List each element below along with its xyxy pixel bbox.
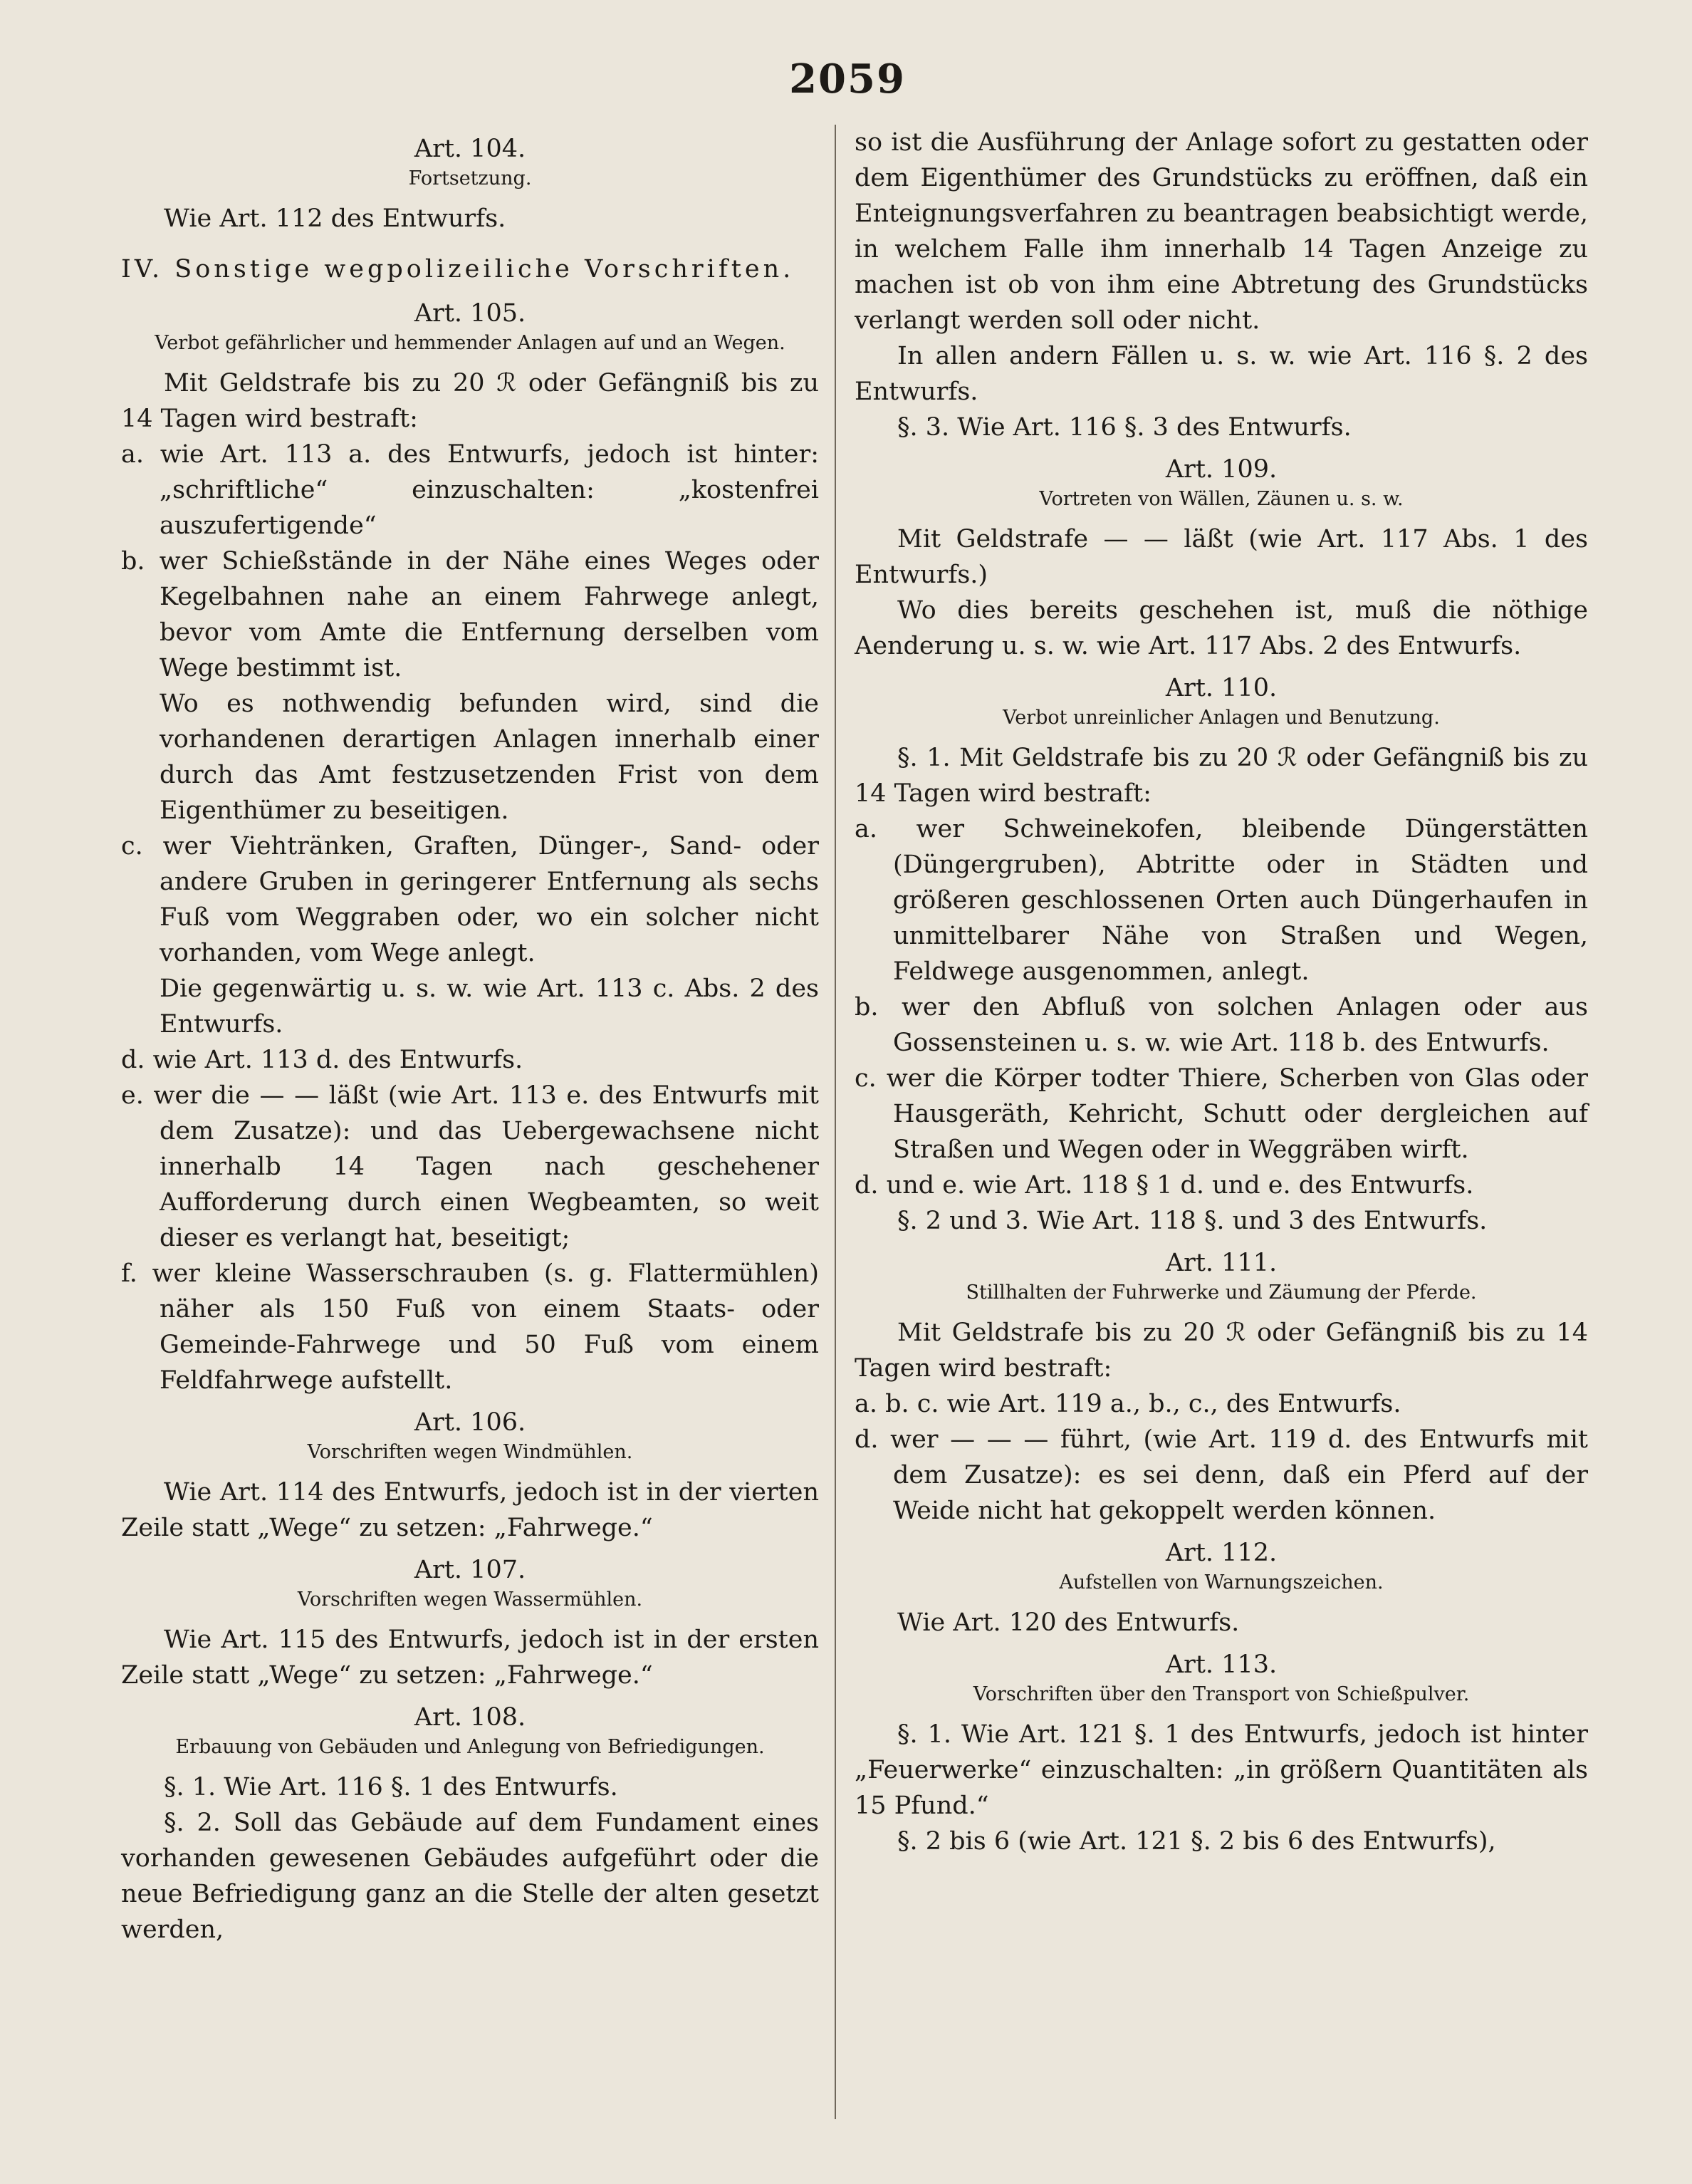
article-109-subtitle: Vortreten von Wällen, Zäunen u. s. w. bbox=[1039, 488, 1404, 510]
article-110-title: Art. 110. bbox=[1165, 674, 1278, 702]
article-104-subtitle: Fortsetzung. bbox=[408, 167, 532, 189]
article-110-item-b: b. wer den Abfluß von solchen Anlagen oder aus Gossensteinen u. s. w. wie Art. 118 b. des Entwurfs. bbox=[855, 993, 1588, 1057]
article-113-subtitle: Vorschriften über den Transport von Schießpulver. bbox=[973, 1683, 1470, 1705]
article-112-text: Wie Art. 120 des Entwurfs. bbox=[897, 1608, 1240, 1637]
article-107-text: Wie Art. 115 des Entwurfs, jedoch ist in der ersten Zeile statt „Wege“ zu setzen: „Fahrwege.“ bbox=[121, 1626, 819, 1690]
article-111-subtitle: Stillhalten der Fuhrwerke und Zäumung der Pferde. bbox=[966, 1281, 1477, 1304]
article-105-item-c: c. wer Viehtränken, Graften, Dünger-, Sand- oder andere Gruben in geringerer Entfernung als sechs Fuß vom Weggraben oder, wo ein solcher nicht vorhanden, vom Wege anlegt. bbox=[121, 832, 819, 967]
article-107-title: Art. 107. bbox=[414, 1556, 526, 1584]
article-110-para-1: §. 1. Mit Geldstrafe bis zu 20 ℛ oder Gefängniß bis zu 14 Tagen wird bestraft: bbox=[855, 744, 1588, 808]
article-107-subtitle: Vorschriften wegen Wassermühlen. bbox=[297, 1588, 643, 1611]
article-106-subtitle: Vorschriften wegen Windmühlen. bbox=[307, 1441, 633, 1463]
left-column bbox=[121, 125, 819, 1948]
article-110-item-c: c. wer die Körper todter Thiere, Scherben von Glas oder Hausgeräth, Kehricht, Schutt oder dergleichen auf Straßen und Wegen oder in Weggräben wirft. bbox=[855, 1064, 1588, 1164]
article-108-para-4: §. 3. Wie Art. 116 §. 3 des Entwurfs. bbox=[897, 413, 1352, 442]
article-112-subtitle: Aufstellen von Warnungszeichen. bbox=[1059, 1571, 1384, 1593]
article-105-item-d: d. wie Art. 113 d. des Entwurfs. bbox=[121, 1046, 523, 1074]
article-109-para-2: Wo dies bereits geschehen ist, muß die nöthige Aenderung u. s. w. wie Art. 117 Abs. 2 des Entwurfs. bbox=[855, 596, 1588, 660]
article-105-title: Art. 105. bbox=[414, 299, 526, 328]
article-105-intro: Mit Geldstrafe bis zu 20 ℛ oder Gefängniß bis zu 14 Tagen wird bestraft: bbox=[121, 369, 819, 433]
article-111-item-abc: a. b. c. wie Art. 119 a., b., c., des Entwurfs. bbox=[855, 1390, 1401, 1418]
article-104-title: Art. 104. bbox=[414, 135, 526, 163]
section-iv-heading: IV. Sonstige wegpolizeiliche Vorschriften. bbox=[121, 255, 795, 284]
article-108-para-3: In allen andern Fällen u. s. w. wie Art. 116 §. 2 des Entwurfs. bbox=[855, 342, 1588, 406]
article-106-title: Art. 106. bbox=[414, 1408, 526, 1437]
column-divider bbox=[835, 125, 836, 2119]
article-111-title: Art. 111. bbox=[1165, 1249, 1278, 1277]
article-105-item-e: e. wer die — — läßt (wie Art. 113 e. des Entwurfs mit dem Zusatze): und das Uebergewachsene nicht innerhalb 14 Tagen nach geschehener Aufforderung durch einen Wegbeamten, so weit dieser es verlangt hat, beseitigt; bbox=[121, 1081, 819, 1252]
article-108-para-2: §. 2. Soll das Gebäude auf dem Fundament eines vorhanden gewesenen Gebäudes aufgeführt oder die neue Befriedigung ganz an die Stelle der alten gesetzt werden, bbox=[121, 1809, 819, 1944]
article-113-para-2: §. 2 bis 6 (wie Art. 121 §. 2 bis 6 des Entwurfs), bbox=[897, 1827, 1496, 1856]
article-111-item-d: d. wer — — — führt, (wie Art. 119 d. des Entwurfs mit dem Zusatze): es sei denn, daß ein Pferd auf der Weide nicht hat gekoppelt werden können. bbox=[855, 1425, 1588, 1525]
article-110-item-de: d. und e. wie Art. 118 § 1 d. und e. des Entwurfs. bbox=[855, 1171, 1474, 1200]
article-108-subtitle: Erbauung von Gebäuden und Anlegung von Befriedigungen. bbox=[175, 1736, 765, 1758]
article-110-item-a: a. wer Schweinekofen, bleibende Düngerstätten (Düngergruben), Abtritte oder in Städten und größeren geschlossenen Orten auch Düngerhaufen in unmittelbarer Nähe von Straßen und Wegen, Feldwege ausgenommen, anlegt. bbox=[855, 815, 1588, 986]
article-105-item-b-cont: Wo es nothwendig befunden wird, sind die vorhandenen derartigen Anlagen innerhalb einer durch das Amt festzusetzenden Frist von dem Eigenthümer zu beseitigen. bbox=[160, 690, 819, 825]
article-110-para-2: §. 2 und 3. Wie Art. 118 §. und 3 des Entwurfs. bbox=[897, 1207, 1488, 1235]
article-113-title: Art. 113. bbox=[1165, 1650, 1278, 1679]
article-112-title: Art. 112. bbox=[1165, 1539, 1278, 1567]
article-110-subtitle: Verbot unreinlicher Anlagen und Benutzung. bbox=[1003, 707, 1440, 729]
article-105-item-c-cont: Die gegenwärtig u. s. w. wie Art. 113 c. Abs. 2 des Entwurfs. bbox=[160, 974, 819, 1039]
article-105-item-b: b. wer Schießstände in der Nähe eines Weges oder Kegelbahnen nahe an einem Fahrwege anlegt, bevor vom Amte die Entfernung derselben vom Wege bestimmt ist. bbox=[121, 547, 819, 682]
article-111-para-1: Mit Geldstrafe bis zu 20 ℛ oder Gefängniß bis zu 14 Tagen wird bestraft: bbox=[855, 1319, 1588, 1383]
article-109-para-1: Mit Geldstrafe — — läßt (wie Art. 117 Abs. 1 des Entwurfs.) bbox=[855, 525, 1588, 589]
article-105-subtitle: Verbot gefährlicher und hemmender Anlagen auf und an Wegen. bbox=[155, 332, 785, 354]
page-number: 2059 bbox=[789, 56, 906, 103]
right-column bbox=[855, 125, 1588, 1859]
article-104-text: Wie Art. 112 des Entwurfs. bbox=[164, 204, 506, 233]
article-106-text: Wie Art. 114 des Entwurfs, jedoch ist in der vierten Zeile statt „Wege“ zu setzen: „Fahrwege.“ bbox=[121, 1478, 819, 1542]
article-109-title: Art. 109. bbox=[1165, 455, 1278, 484]
article-108-para-2-cont: so ist die Ausführung der Anlage sofort zu gestatten oder dem Eigenthümer des Grundstücks zu eröffnen, daß ein Enteignungsverfahren zu beantragen beabsichtigt werde, in welchem Falle ihm innerhalb 14 Tagen Anzeige zu machen ist ob von ihm eine Abtretung des Grundstücks verlangt werden soll oder nicht. bbox=[855, 128, 1588, 335]
article-108-para-1: §. 1. Wie Art. 116 §. 1 des Entwurfs. bbox=[164, 1773, 618, 1801]
article-105-item-a: a. wie Art. 113 a. des Entwurfs, jedoch ist hinter: „schriftliche“ einzuschalten: „kostenfrei auszufertigende“ bbox=[121, 440, 819, 540]
article-108-title: Art. 108. bbox=[414, 1703, 526, 1732]
article-113-para-1: §. 1. Wie Art. 121 §. 1 des Entwurfs, jedoch ist hinter „Feuerwerke“ einzuschalten: „in größern Quantitäten als 15 Pfund.“ bbox=[855, 1720, 1588, 1820]
article-105-item-f: f. wer kleine Wasserschrauben (s. g. Flattermühlen) näher als 150 Fuß von einem Staats- oder Gemeinde-Fahrwege und 50 Fuß vom einem Feldfahrwege aufstellt. bbox=[121, 1259, 819, 1395]
